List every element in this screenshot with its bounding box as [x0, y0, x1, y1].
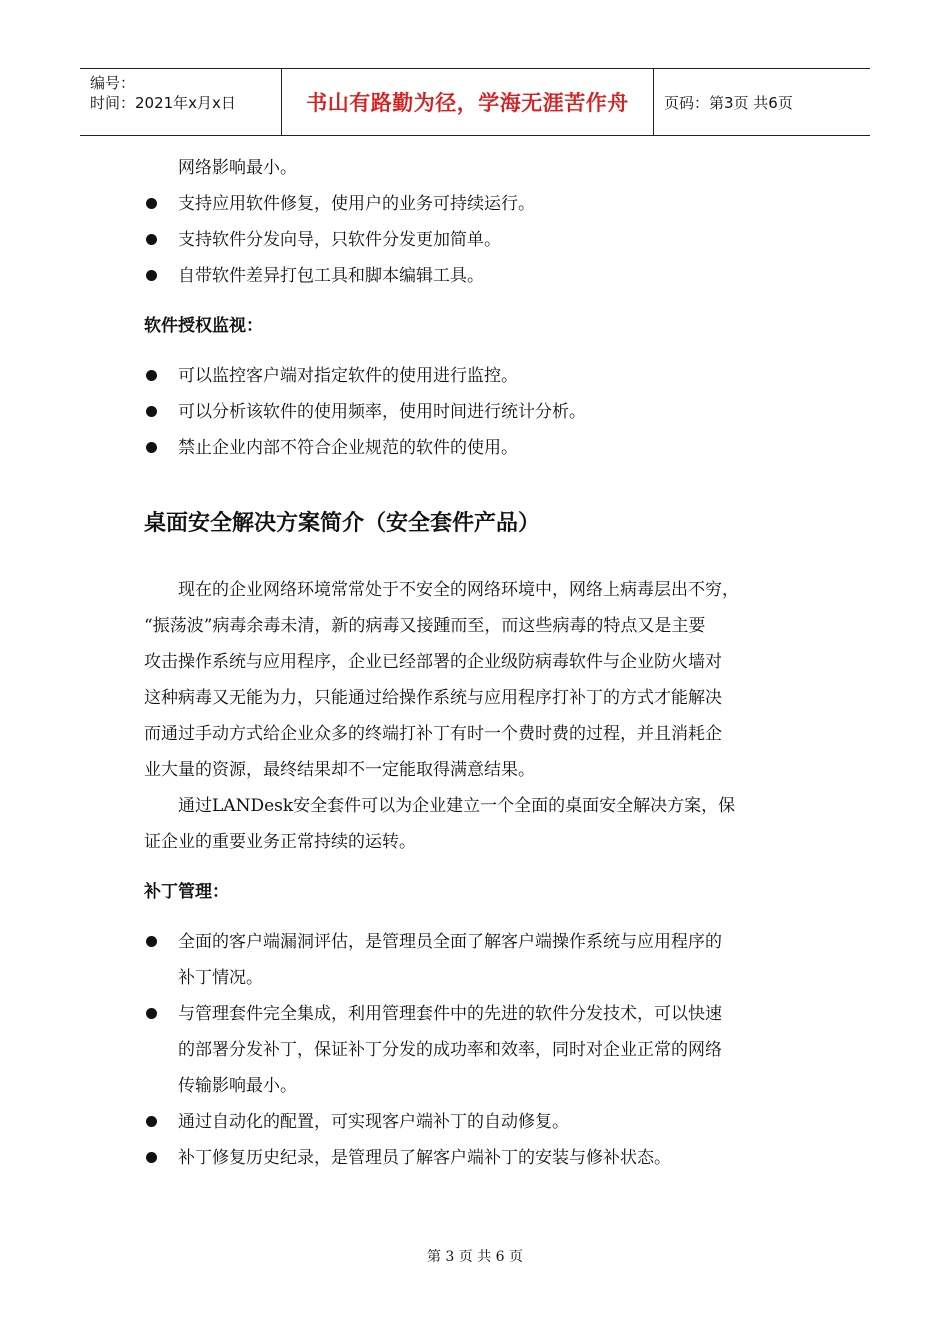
section-title-desktop-security: 桌面安全解决方案简介（安全套件产品） [144, 511, 541, 536]
list-item: 与管理套件完全集成，利用管理套件中的先进的软件分发技术，可以快速 [144, 996, 824, 1032]
bullet-icon [146, 406, 157, 417]
paragraph-intro: 现在的企业网络环境常常处于不安全的网络环境中，网络上病毒层出不穷， “振荡波”病毒余毒未清，新的病毒又接踵而至，而这些病毒的特点又是主要 攻击操作系统与应用程序，企业已经部署的企业级防病毒软件与企业防火墙对 这种病毒又无能为力，只能通过给操作系统与应用程序打补丁的方式才能解决 而通过手动方式给企业众多的终端打补丁有时一个费时费的过程，并且消耗企 业大量的资源，最终结果却不一定能取得满意结果。 [144, 580, 739, 780]
list-item: 可以分析该软件的使用频率，使用时间进行统计分析。 [144, 394, 824, 430]
header-motto-cell [282, 69, 654, 135]
bullet-icon [146, 936, 157, 947]
page-header [80, 68, 870, 136]
page-footer: 第 3 页 共 6 页 [426, 1249, 524, 1265]
bullet-icon [146, 198, 157, 209]
header-motto: 书山有路勤为径，学海无涯苦作舟 [306, 91, 629, 115]
list-item: 支持软件分发向导，只软件分发更加简单。 [144, 222, 824, 258]
header-page-label: 页码：第3页 共6页 [664, 93, 793, 112]
list-item: 通过自动化的配置，可实现客户端补丁的自动修复。 [144, 1104, 824, 1140]
bullet-icon [146, 1116, 157, 1127]
list-item: 补丁修复历史纪录，是管理员了解客户端补丁的安装与修补状态。 [144, 1140, 824, 1176]
paragraph-landesk: 通过LANDesk安全套件可以为企业建立一个全面的桌面安全解决方案，保 证企业的重要业务正常持续的运转。 [144, 796, 736, 852]
list-item: 支持应用软件修复，使用户的业务可持续运行。 [144, 186, 824, 222]
header-meta-cell [80, 69, 282, 135]
patch-list: 全面的客户端漏洞评估，是管理员全面了解客户端操作系统与应用程序的 补丁情况。 与管理套件完全集成，利用管理套件中的先进的软件分发技术，可以快速 的部署分发补丁，保证补丁分发的成功率和效率，同时对企业正常的网络 传输影响最小。 通过自动化的配置，可实现客户端补丁的自动修复。 补丁修复历史纪录，是管理员了解客户端补丁的安装与修补状态。 [144, 924, 824, 1176]
bullet-icon [146, 370, 157, 381]
list-item: 禁止企业内部不符合企业规范的软件的使用。 [144, 430, 824, 466]
continued-line: 网络影响最小。 [178, 158, 297, 178]
bullet-icon [146, 1008, 157, 1019]
document-date-label: 时间：2021年x月x日 [90, 94, 236, 112]
header-page-cell [654, 69, 870, 135]
document-body [144, 150, 824, 1176]
section-heading-license-monitoring: 软件授权监视： [144, 316, 263, 336]
bullet-icon [146, 270, 157, 281]
bullet-icon [146, 442, 157, 453]
section-heading-patch-management: 补丁管理： [144, 882, 229, 902]
bullet-icon [146, 1152, 157, 1163]
list-item: 自带软件差异打包工具和脚本编辑工具。 [144, 258, 824, 294]
bullet-icon [146, 234, 157, 245]
document-number-label: 编号： [90, 74, 136, 92]
list-item: 全面的客户端漏洞评估，是管理员全面了解客户端操作系统与应用程序的 [144, 924, 824, 960]
list-item: 可以监控客户端对指定软件的使用进行监控。 [144, 358, 824, 394]
